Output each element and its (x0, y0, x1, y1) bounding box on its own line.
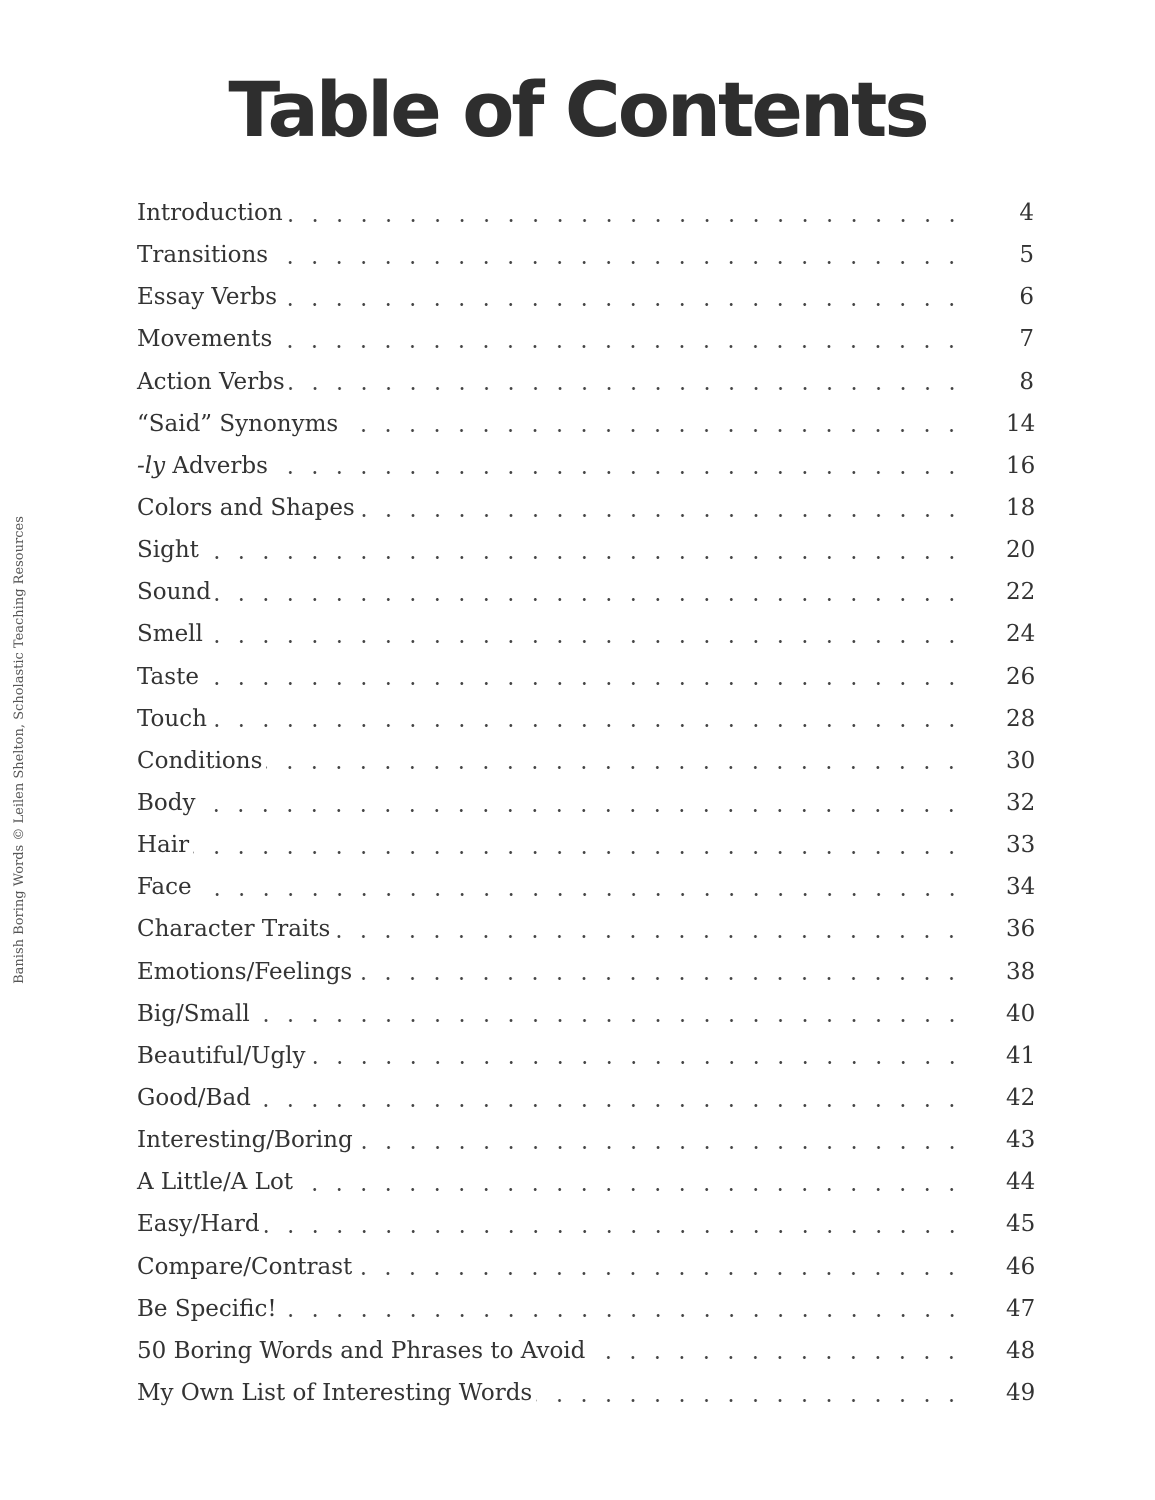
toc-entry-label: Emotions/Feelings (137, 958, 353, 985)
toc-entry-label: Good/Bad (137, 1085, 251, 1112)
toc-page-number: 30 (1006, 747, 1036, 774)
toc-entry-label: Smell (137, 621, 203, 648)
toc-entry-conditions[interactable] (137, 740, 1034, 782)
toc-entry-face[interactable] (137, 866, 1034, 908)
toc-page-number: 16 (1006, 452, 1036, 479)
dot-leader (287, 219, 964, 222)
dot-leader (211, 724, 964, 727)
toc-entry-colors-and-shapes[interactable] (137, 487, 1034, 529)
toc-entry-label: Introduction (137, 200, 283, 227)
toc-page-number: 20 (1006, 537, 1036, 564)
toc-page-number: 14 (1006, 410, 1036, 437)
toc-page-number: 26 (1006, 663, 1036, 690)
toc-page-number: 44 (1006, 1169, 1036, 1196)
toc-entry-label: Compare/Contrast (137, 1253, 353, 1280)
dot-leader (310, 1061, 964, 1064)
toc-entry-beautiful-ugly[interactable] (137, 1035, 1034, 1077)
dot-leader (266, 766, 964, 769)
toc-entry-label (137, 453, 272, 479)
toc-entry-label: Action Verbs (137, 368, 285, 395)
toc-entry-label-text: Adverbs (165, 452, 268, 479)
toc-entry-said-synonyms[interactable] (137, 403, 1034, 445)
toc-entry-a-little-a-lot[interactable] (137, 1161, 1034, 1203)
toc-entry-label: Colors and Shapes (137, 495, 355, 522)
toc-entry-emotions-feelings[interactable] (137, 951, 1034, 993)
toc-entry-body[interactable] (137, 782, 1034, 824)
toc-page-number: 36 (1006, 916, 1036, 943)
toc-page-number: 4 (1019, 200, 1034, 227)
toc-entry-label: Transitions (137, 242, 269, 269)
dot-leader (281, 1314, 964, 1317)
toc-entry-label: Touch (137, 705, 207, 732)
toc-entry-50-boring-words[interactable] (137, 1330, 1034, 1372)
toc-entry-sight[interactable] (137, 529, 1034, 571)
toc-entry-label: Essay Verbs (137, 284, 278, 311)
toc-entry-compare-contrast[interactable] (137, 1246, 1034, 1288)
toc-page-number: 24 (1006, 621, 1036, 648)
toc-page-number: 46 (1006, 1253, 1036, 1280)
toc-entry-label: Sight (137, 537, 199, 564)
toc-entry-label: Big/Small (137, 1000, 250, 1027)
dot-leader (289, 387, 964, 390)
toc-page-number: 33 (1006, 832, 1036, 859)
toc-page-number: 42 (1006, 1085, 1036, 1112)
toc-entry-taste[interactable] (137, 656, 1034, 698)
toc-entry-label: Character Traits (137, 916, 331, 943)
toc-entry-label: Hair (137, 832, 190, 859)
dot-leader (254, 1019, 964, 1022)
toc-entry-label: Taste (137, 663, 199, 690)
toc-entry-label: Movements (137, 326, 273, 353)
dot-leader (193, 851, 964, 854)
dot-leader (334, 935, 964, 938)
toc-page-number: 34 (1006, 874, 1036, 901)
toc-entry-label: Interesting/Boring (137, 1127, 353, 1154)
toc-entry-hair[interactable] (137, 824, 1034, 866)
toc-entry-smell[interactable] (137, 613, 1034, 655)
dot-leader (589, 1356, 964, 1359)
toc-entry-label: “Said” Synonyms (137, 410, 339, 437)
toc-page-number: 6 (1019, 284, 1034, 311)
toc-page-number: 32 (1006, 790, 1036, 817)
toc-entry-label: Beautiful/Ugly (137, 1042, 306, 1069)
toc-entry-essay-verbs[interactable] (137, 276, 1034, 318)
toc-page-number: 40 (1006, 1000, 1036, 1027)
dot-leader (356, 1272, 964, 1275)
toc-entry-my-own-list[interactable] (137, 1372, 1034, 1414)
side-copyright-credit: Banish Boring Words © Leilen Shelton, Scholastic Teaching Resources (12, 516, 27, 984)
dot-leader (297, 1188, 964, 1191)
dot-leader (203, 556, 964, 559)
dot-leader (359, 514, 964, 517)
toc-page-number: 28 (1006, 705, 1036, 732)
dot-leader (272, 261, 964, 264)
toc-entry-label: Body (137, 790, 196, 817)
toc-entry-label: My Own List of Interesting Words (137, 1380, 533, 1406)
toc-entry-transitions[interactable] (137, 234, 1034, 276)
toc-page-number: 48 (1006, 1337, 1036, 1364)
toc-page-number: 38 (1006, 958, 1036, 985)
page-title: Table of Contents (228, 65, 927, 154)
toc-page-number: 41 (1006, 1042, 1036, 1069)
toc-entry-label: Conditions (137, 747, 263, 774)
dot-leader (356, 977, 964, 980)
dot-leader (357, 1146, 964, 1149)
toc-entry-sound[interactable] (137, 571, 1034, 613)
toc-page-number: 8 (1019, 368, 1034, 395)
toc-entry-movements[interactable] (137, 318, 1034, 360)
toc-page-number: 49 (1006, 1380, 1036, 1406)
dot-leader (276, 345, 964, 348)
toc-entry-good-bad[interactable] (137, 1077, 1034, 1119)
toc-entry-character-traits[interactable] (137, 908, 1034, 950)
toc-entry-label: A Little/A Lot (137, 1169, 294, 1196)
toc-page-number: 5 (1019, 242, 1034, 269)
dot-leader (203, 682, 964, 685)
toc-entry-label: Sound (137, 579, 211, 606)
toc-entry-italic-prefix: -ly (137, 452, 166, 479)
toc-entry-introduction[interactable] (137, 192, 1034, 234)
dot-leader (196, 893, 964, 896)
table-of-contents (137, 192, 1034, 1414)
toc-entry-label: 50 Boring Words and Phrases to Avoid (137, 1337, 586, 1364)
dot-leader (255, 1104, 964, 1107)
toc-page-number: 22 (1006, 579, 1036, 606)
dot-leader (264, 1230, 964, 1233)
toc-entry-ly-adverbs[interactable] (137, 445, 1034, 487)
dot-leader (207, 640, 964, 643)
toc-entry-be-specific[interactable] (137, 1288, 1034, 1330)
dot-leader (342, 429, 964, 432)
toc-page-number: 43 (1006, 1127, 1036, 1154)
toc-entry-touch[interactable] (137, 698, 1034, 740)
toc-entry-interesting-boring[interactable] (137, 1119, 1034, 1161)
toc-entry-big-small[interactable] (137, 993, 1034, 1035)
toc-page-number: 45 (1006, 1211, 1036, 1238)
toc-page-number: 7 (1019, 326, 1034, 353)
dot-leader (272, 471, 964, 474)
toc-page-number: 18 (1006, 495, 1036, 522)
dot-leader (199, 809, 964, 812)
toc-entry-easy-hard[interactable] (137, 1203, 1034, 1245)
toc-entry-action-verbs[interactable] (137, 361, 1034, 403)
toc-entry-label: Be Specific! (137, 1295, 277, 1322)
dot-leader (215, 598, 964, 601)
toc-entry-label: Easy/Hard (137, 1211, 260, 1238)
dot-leader (536, 1399, 964, 1402)
toc-page-number: 47 (1006, 1295, 1036, 1322)
dot-leader (281, 303, 964, 306)
toc-entry-label: Face (137, 874, 192, 901)
